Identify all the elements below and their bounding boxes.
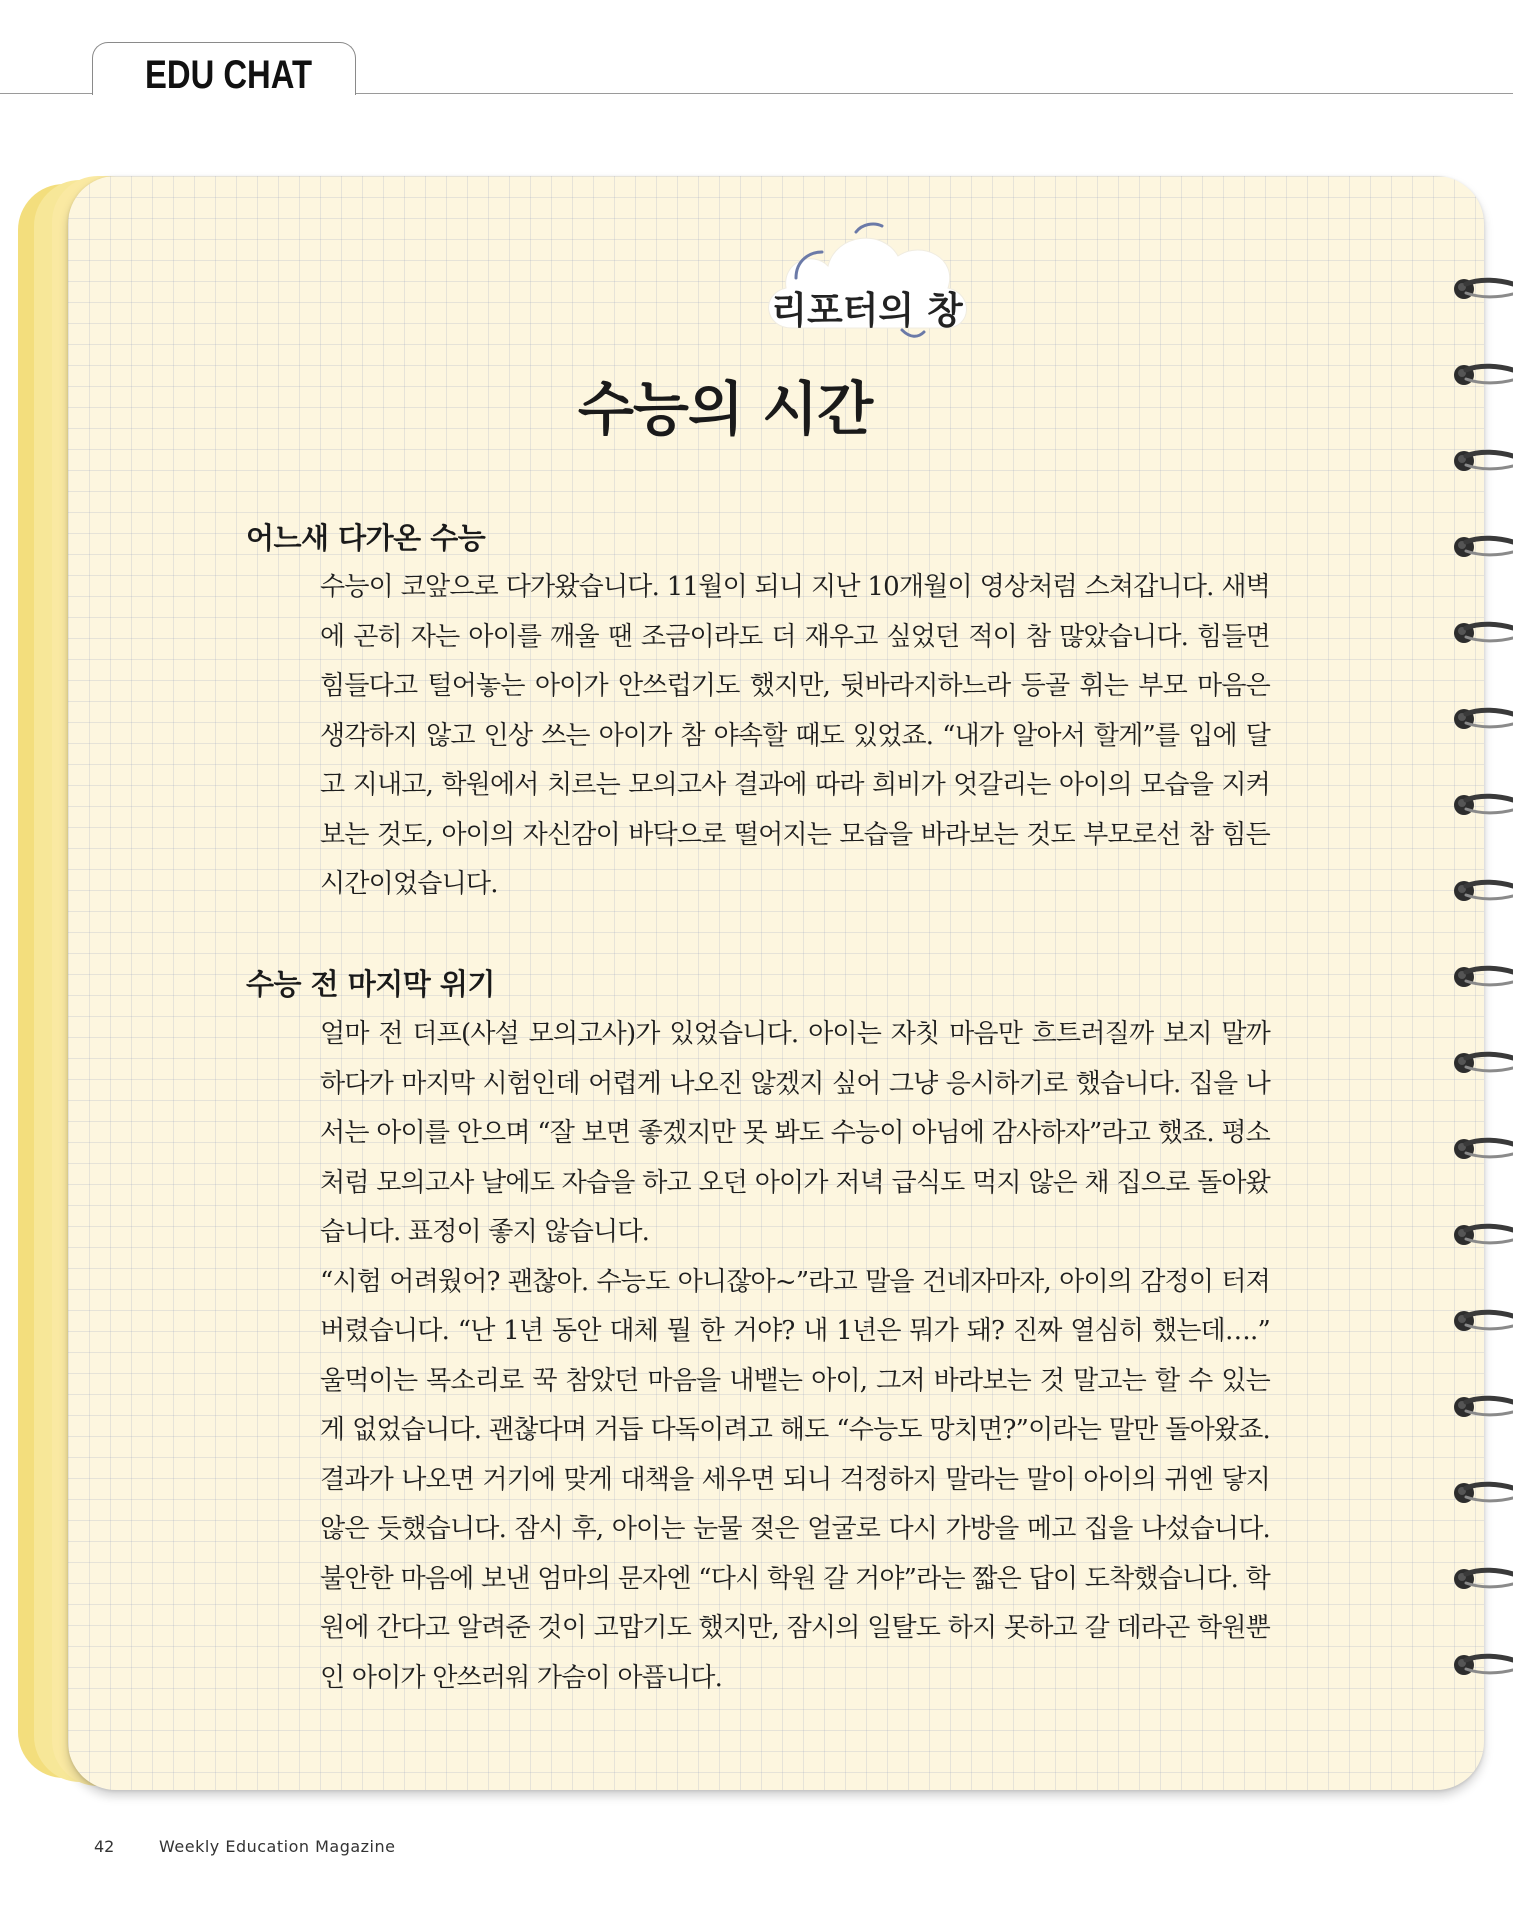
paragraph: 얼마 전 더프(사설 모의고사)가 있었습니다. 아이는 자칫 마음만 흐트러질까 보지 말까 하다가 마지막 시험인데 어렵게 나오진 않겠지 싶어 그냥 응시하기로 했습니다. 집을 나서는 아이를 안으며 “잘 보면 좋겠지만 못 봐도 수능이 아님에 감사하자”라고 했죠. 평소처럼 모의고사 날에도 자습을 하고 오던 아이가 저녁 급식도 먹지 않은 채 집으로 돌아왔습니다. 표정이 좋지 않습니다. xyxy=(320,1019,1270,1247)
page-number: 42 xyxy=(94,1837,115,1856)
spiral-ring xyxy=(1450,616,1513,650)
spiral-ring xyxy=(1450,960,1513,994)
spiral-ring xyxy=(1450,702,1513,736)
spiral-ring xyxy=(1450,1390,1513,1424)
section-body xyxy=(320,1010,1270,1703)
spiral-ring xyxy=(1450,1218,1513,1252)
section-heading: 수능 전 마지막 위기 xyxy=(246,967,495,1001)
spiral-ring xyxy=(1450,1648,1513,1682)
spiral-ring xyxy=(1450,444,1513,478)
article-title: 수능의 시간 xyxy=(577,375,873,443)
section-body xyxy=(320,563,1270,910)
magazine-name: Weekly Education Magazine xyxy=(159,1837,396,1856)
header-tab xyxy=(92,42,356,95)
spiral-ring xyxy=(1450,1132,1513,1166)
section-heading: 어느새 다가온 수능 xyxy=(246,521,486,555)
spiral-ring xyxy=(1450,874,1513,908)
spiral-ring xyxy=(1450,1562,1513,1596)
spiral-ring xyxy=(1450,1476,1513,1510)
section-title: EDU CHAT xyxy=(145,53,313,97)
paragraph: “시험 어려웠어? 괜찮아. 수능도 아니잖아~”라고 말을 건네자마자, 아이의 감정이 터져버렸습니다. “난 1년 동안 대체 뭘 한 거야? 내 1년은 뭐가 돼? 진짜 열심히 했는데….” 울먹이는 목소리로 꾹 참았던 마음을 내뱉는 아이, 그저 바라보는 것 말고는 할 수 있는 게 없었습니다. 괜찮다며 거듭 다독이려고 해도 “수능도 망치면?”이라는 말만 돌아왔죠. 결과가 나오면 거기에 맞게 대책을 세우면 되니 걱정하지 말라는 말이 아이의 귀엔 닿지 않은 듯했습니다. 잠시 후, 아이는 눈물 젖은 얼굴로 다시 가방을 메고 집을 나섰습니다. 불안한 마음에 보낸 엄마의 문자엔 “다시 학원 갈 거야”라는 짧은 답이 도착했습니다. 학원에 간다고 알려준 것이 고맙기도 했지만, 잠시의 일탈도 하지 못하고 갈 데라곤 학원뿐인 아이가 안쓰러워 가슴이 아픕니다. xyxy=(320,1266,1270,1693)
badge-label: 리포터의 창 xyxy=(771,289,963,332)
spiral-binding xyxy=(1450,272,1513,1672)
spiral-ring xyxy=(1450,1046,1513,1080)
paragraph: 수능이 코앞으로 다가왔습니다. 11월이 되니 지난 10개월이 영상처럼 스쳐갑니다. 새벽에 곤히 자는 아이를 깨울 땐 조금이라도 더 재우고 싶었던 적이 참 많았습니다. 힘들면 힘들다고 털어놓는 아이가 안쓰럽기도 했지만, 뒷바라지하느라 등골 휘는 부모 마음은 생각하지 않고 인상 쓰는 아이가 참 야속할 때도 있었죠. “내가 알아서 할게”를 입에 달고 지내고, 학원에서 치르는 모의고사 결과에 따라 희비가 엇갈리는 아이의 모습을 지켜보는 것도, 아이의 자신감이 바닥으로 떨어지는 모습을 바라보는 것도 부모로선 참 힘든 시간이었습니다. xyxy=(320,572,1270,899)
spiral-ring xyxy=(1450,530,1513,564)
spiral-ring xyxy=(1450,788,1513,822)
spiral-ring xyxy=(1450,358,1513,392)
spiral-ring xyxy=(1450,1304,1513,1338)
spiral-ring xyxy=(1450,272,1513,306)
